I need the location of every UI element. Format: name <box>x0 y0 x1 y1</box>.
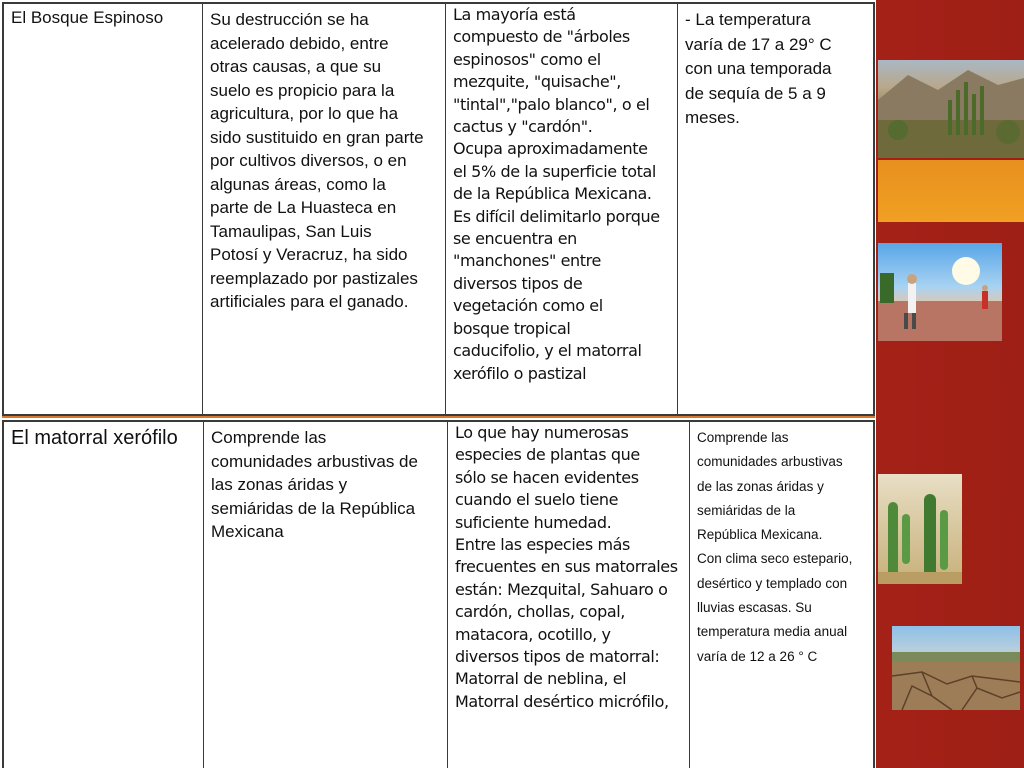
divider-strip <box>2 416 875 418</box>
thorn-forest-photo <box>878 60 1024 158</box>
climate-text: - La temperatura varía de 17 a 29° C con una temporada de sequía de 5 a 9 meses. <box>685 10 832 127</box>
cell-vegetation <box>446 4 678 414</box>
cracked-earth-graphic <box>892 626 1020 710</box>
cell-climate <box>678 4 873 414</box>
ecosystem-name: El matorral xerófilo <box>11 427 178 449</box>
description-text: Comprende las comunidades arbustivas de las zonas áridas y semiáridas de la República Mexicana <box>211 428 418 541</box>
cell-description <box>204 422 448 768</box>
landscape-graphic <box>878 60 1024 158</box>
table-row-bosque-espinoso <box>2 2 875 416</box>
people-walking-photo <box>878 243 1002 341</box>
cactus-graphic <box>878 474 962 584</box>
cell-ecosystem-name <box>4 4 203 414</box>
description-text: Su destrucción se ha acelerado debido, entre otras causas, a que su suelo es propicio para la agricultura, por lo que ha sido sustituido en gran parte por cultivos diversos, o en algunas áreas, como la parte de La Huasteca en Tamaulipas, San Luis Potosí y Veracruz, ha sido reemplazado por pastizales artificiales para el ganado. <box>210 10 424 311</box>
table-row-matorral-xerofilo <box>2 420 875 768</box>
vegetation-text: La mayoría está compuesto de "árboles espinosos" como el mezquite, "quisache", "tintal","palo blanco", o el cactus y "cardón". Ocupa aproximadamente el 5% de la superficie total de la República Mexicana. Es difícil delimitarlo porque se encuentra en "manchones" entre diversos tipos de vegetación como el bosque tropical caducifolio, y el matorral xerófilo o pastizal <box>453 5 660 383</box>
ecosystem-name: El Bosque Espinoso <box>11 8 164 27</box>
cactus-illustration <box>878 474 962 584</box>
climate-text: Comprende las comunidades arbustivas de las zonas áridas y semiáridas de la República Mexicana. Con clima seco estepario, desértico y templado con lluvias escasas. Su temperatura media anual varía de 12 a 26 ° C <box>697 430 853 664</box>
cell-description <box>203 4 446 414</box>
dry-cracked-earth-photo <box>892 626 1020 710</box>
cell-climate <box>690 422 873 768</box>
cell-vegetation <box>448 422 690 768</box>
cell-ecosystem-name <box>4 422 204 768</box>
orange-accent-band <box>878 160 1024 222</box>
plaza-graphic <box>878 243 1002 341</box>
vegetation-text: Lo que hay numerosas especies de plantas que sólo se hacen evidentes cuando el suelo tiene suficiente humedad. Entre las especies más frecuentes en sus matorrales están: Mezquital, Sahuaro o cardón, chollas, copal, matacora, ocotillo, y diversos tipos de matorral: Matorral de neblina, el Matorral desértico micrófilo, <box>455 423 678 711</box>
